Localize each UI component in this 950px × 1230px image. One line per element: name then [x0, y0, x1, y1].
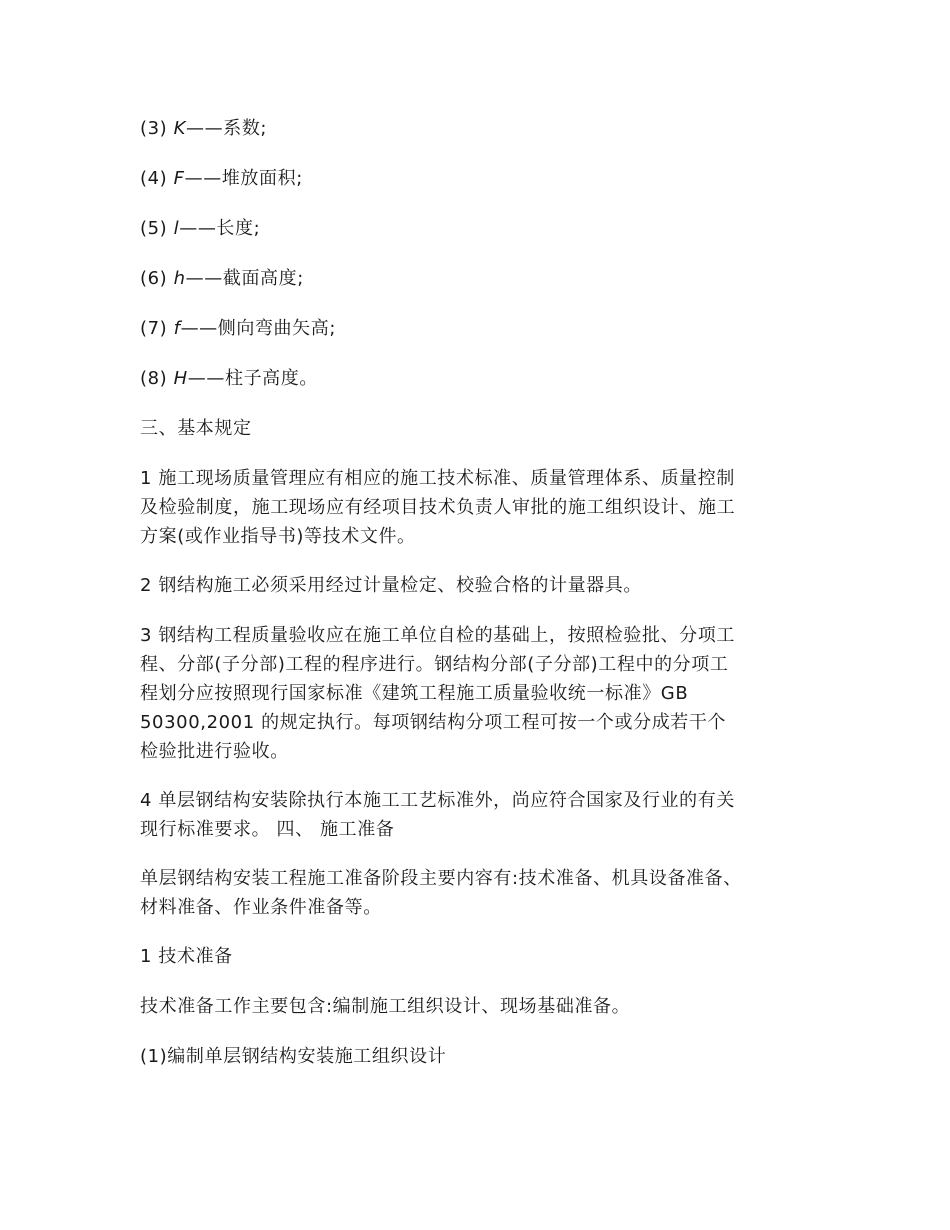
symbol-description: ——柱子高度。 — [187, 368, 318, 389]
symbol-description: ——堆放面积; — [184, 168, 303, 189]
paragraph-preparation-overview — [140, 864, 812, 922]
symbol-variable: K — [173, 118, 187, 139]
symbol-line — [140, 264, 812, 293]
symbol-description: ——侧向弯曲矢高; — [180, 318, 337, 339]
symbol-line — [140, 164, 812, 193]
paragraph-quality-management — [140, 464, 812, 551]
text-line: 方案(或作业指导书)等技术文件。 — [140, 526, 416, 547]
symbol-number: (6) — [140, 268, 174, 289]
text-line: 4 单层钢结构安装除执行本施工工艺标准外，尚应符合国家及行业的有关 — [140, 790, 735, 811]
section-heading: 三、基本规定 — [140, 418, 252, 439]
text-line: 50300,2001 的规定执行。每项钢结构分项工程可按一个或分成若干个 — [140, 712, 727, 733]
symbol-number: (7) — [140, 318, 174, 339]
symbol-number: (4) — [140, 168, 174, 189]
text-line: 程划分应按照现行国家标准《建筑工程施工质量验收统一标准》GB — [140, 683, 689, 704]
symbol-description: ——截面高度; — [185, 268, 304, 289]
symbol-line — [140, 364, 812, 393]
text-line: 程、分部(子分部)工程的程序进行。钢结构分部(子分部)工程中的分项工 — [140, 654, 729, 675]
text-line: 材料准备、作业条件准备等。 — [140, 897, 382, 918]
text-line: 3 钢结构工程质量验收应在施工单位自检的基础上，按照检验批、分项工 — [140, 625, 735, 646]
paragraph-measuring-instruments: 2 钢结构施工必须采用经过计量检定、校验合格的计量器具。 — [140, 575, 642, 596]
paragraph-acceptance — [140, 621, 812, 766]
subsection-heading: 1 技术准备 — [140, 946, 233, 967]
symbol-variable: f — [173, 318, 181, 339]
symbol-line — [140, 314, 812, 343]
text-line: 检验批进行验收。 — [140, 741, 289, 762]
symbol-variable: h — [173, 268, 186, 289]
symbol-description: ——长度; — [179, 218, 261, 239]
symbol-number: (8) — [140, 368, 174, 389]
text-line: 单层钢结构安装工程施工准备阶段主要内容有:技术准备、机具设备准备、 — [140, 868, 742, 889]
symbol-number: (3) — [140, 118, 174, 139]
symbol-description: ——系数; — [186, 118, 268, 139]
symbol-variable: H — [173, 368, 188, 389]
text-line: 1 施工现场质量管理应有相应的施工技术标准、质量管理体系、质量控制 — [140, 468, 735, 489]
paragraph-standards — [140, 786, 812, 844]
text-line: 现行标准要求。 四、 施工准备 — [140, 819, 395, 840]
paragraph-technical-preparation: 技术准备工作主要包含:编制施工组织设计、现场基础准备。 — [140, 996, 631, 1017]
symbol-line — [140, 214, 812, 243]
document-page — [140, 114, 812, 1092]
symbol-variable: F — [173, 168, 185, 189]
text-line: 及检验制度，施工现场应有经项目技术负责人审批的施工组织设计、施工 — [140, 497, 736, 518]
symbol-number: (5) — [140, 218, 174, 239]
list-item-heading: (1)编制单层钢结构安装施工组织设计 — [140, 1046, 447, 1067]
symbol-line — [140, 114, 812, 143]
symbol-variable: l — [173, 218, 180, 239]
